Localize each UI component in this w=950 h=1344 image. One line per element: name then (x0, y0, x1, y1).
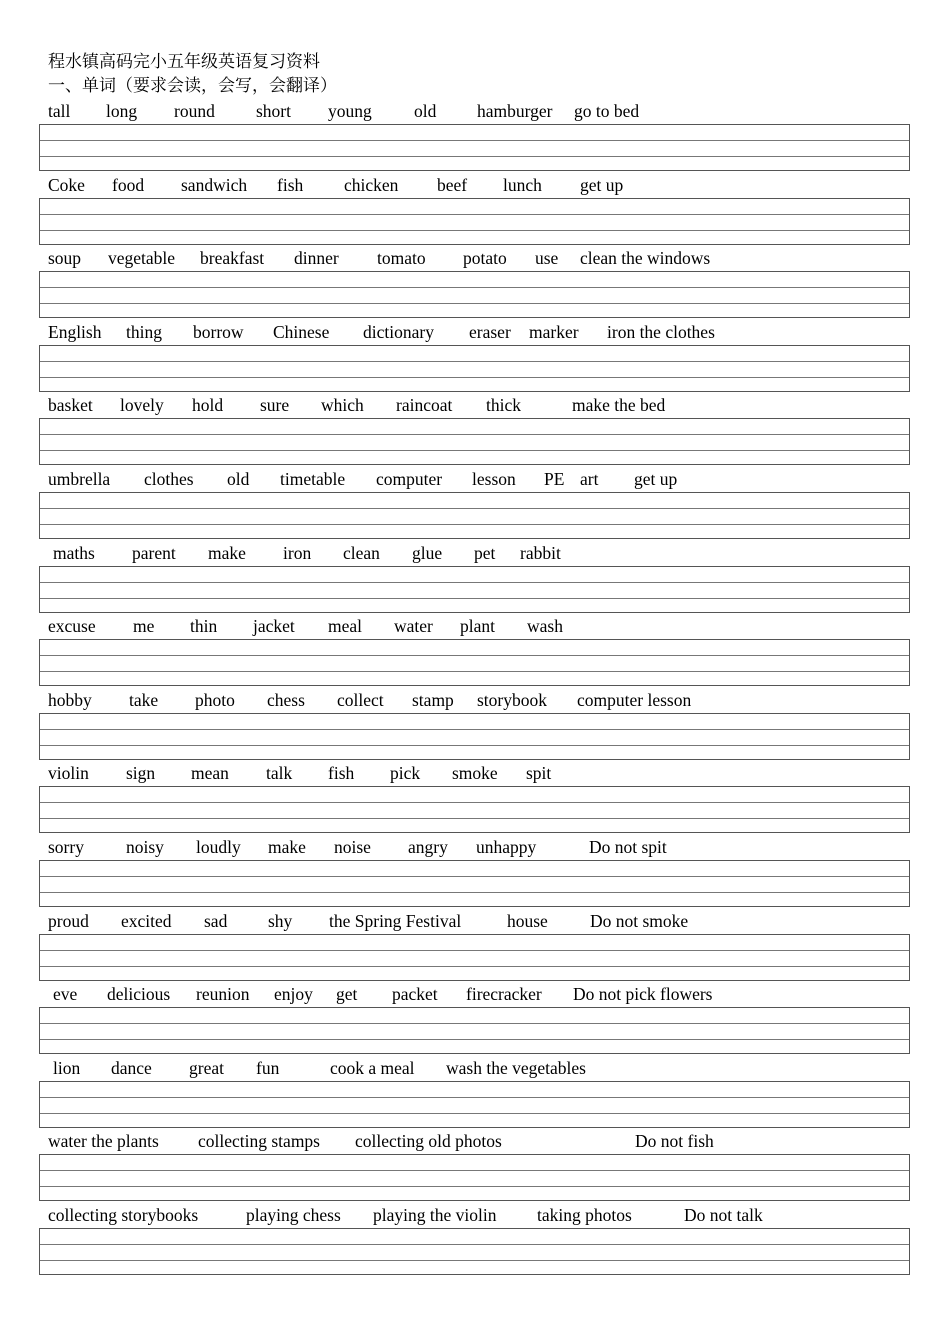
writing-rule-line (40, 1244, 909, 1245)
vocab-word: young (328, 101, 372, 121)
vocab-word: collecting stamps (198, 1131, 320, 1152)
vocab-word: chicken (344, 174, 399, 195)
vocab-word: stamp (412, 689, 454, 710)
vocab-word: talk (266, 763, 293, 784)
vocab-word: wash the vegetables (446, 1057, 586, 1078)
writing-rule-line (40, 361, 909, 362)
vocab-word: fish (277, 174, 304, 195)
vocab-word: iron (283, 542, 312, 563)
vocab-word: Do not smoke (590, 910, 689, 931)
writing-box[interactable] (39, 1081, 910, 1128)
writing-box[interactable] (39, 1154, 910, 1201)
vocab-word: PE (544, 469, 565, 489)
page-title: 程水镇高码完小五年级英语复习资料 (48, 52, 320, 71)
vocab-word: hamburger (477, 101, 553, 121)
vocab-word: rabbit (520, 542, 561, 563)
writing-rule-line (40, 582, 909, 583)
writing-box[interactable] (39, 566, 910, 613)
vocab-word: clean the windows (580, 248, 711, 269)
writing-rule-line (40, 1170, 909, 1171)
vocab-section (39, 174, 911, 248)
vocab-section (39, 321, 911, 395)
vocab-word: sad (204, 910, 228, 931)
vocab-word: sorry (48, 837, 84, 857)
writing-rule-line (40, 950, 909, 951)
vocab-word: sure (260, 395, 290, 416)
writing-box[interactable] (39, 124, 910, 171)
vocab-word: marker (529, 321, 579, 342)
vocab-word: make the bed (572, 395, 666, 416)
writing-rule-line (40, 230, 909, 231)
vocab-word: use (535, 248, 559, 269)
writing-rule-line (40, 140, 909, 141)
vocab-word: umbrella (48, 469, 111, 489)
vocab-section (39, 1130, 911, 1204)
vocab-word: violin (48, 763, 89, 784)
vocab-word: me (133, 616, 155, 637)
vocab-section (39, 1204, 911, 1278)
writing-rule-line (40, 508, 909, 509)
vocab-word: storybook (477, 689, 547, 710)
vocab-word: maths (53, 542, 95, 563)
vocab-word: shy (268, 910, 293, 931)
writing-rule-line (40, 1039, 909, 1040)
vocab-word: pick (390, 763, 421, 784)
writing-rule-line (40, 524, 909, 525)
vocab-word: Coke (48, 174, 85, 195)
vocab-word: sandwich (181, 174, 248, 195)
vocab-word: unhappy (476, 837, 537, 857)
writing-rule-line (40, 287, 909, 288)
writing-rule-line (40, 303, 909, 304)
vocab-word: noisy (126, 837, 164, 857)
vocab-word: proud (48, 910, 89, 931)
vocab-word: clothes (144, 469, 194, 489)
writing-box[interactable] (39, 418, 910, 465)
writing-rule-line (40, 598, 909, 599)
writing-rule-line (40, 655, 909, 656)
vocab-word: potato (463, 248, 507, 269)
vocab-word: borrow (193, 321, 244, 342)
writing-box[interactable] (39, 860, 910, 907)
writing-box[interactable] (39, 492, 910, 539)
vocab-word: raincoat (396, 395, 453, 416)
vocab-word: thin (190, 616, 218, 637)
vocab-word: hobby (48, 689, 92, 710)
vocab-word: water the plants (48, 1131, 159, 1152)
vocab-word: fun (256, 1057, 280, 1078)
vocab-word: computer lesson (577, 689, 692, 710)
vocab-word: excited (121, 910, 172, 931)
vocab-word: which (321, 395, 364, 416)
writing-rule-line (40, 671, 909, 672)
vocab-section (39, 983, 911, 1057)
vocab-word: get up (580, 174, 624, 195)
vocab-word: cook a meal (330, 1057, 415, 1078)
vocab-word: English (48, 321, 102, 342)
vocab-word: pet (474, 542, 496, 563)
vocab-word: clean (343, 542, 380, 563)
vocab-word: photo (195, 689, 235, 710)
vocab-section (39, 1057, 911, 1131)
vocab-word: Chinese (273, 321, 330, 342)
vocab-word: computer (376, 469, 443, 489)
vocab-word: make (268, 837, 306, 857)
vocab-word: get (336, 984, 358, 1005)
writing-box[interactable] (39, 934, 910, 981)
vocab-word: old (227, 469, 250, 489)
vocab-word: hold (192, 395, 224, 416)
writing-box[interactable] (39, 786, 910, 833)
vocab-word: reunion (196, 984, 250, 1005)
vocab-word: playing the violin (373, 1205, 497, 1225)
vocab-word: playing chess (246, 1205, 341, 1225)
vocab-word: plant (460, 616, 495, 637)
vocab-word: angry (408, 837, 448, 857)
writing-rule-line (40, 1186, 909, 1187)
vocab-section (39, 247, 911, 321)
vocab-word: chess (267, 689, 305, 710)
writing-rule-line (40, 450, 909, 451)
vocab-word: basket (48, 395, 93, 416)
writing-rule-line (40, 1260, 909, 1261)
vocab-section (39, 762, 911, 836)
writing-box[interactable] (39, 198, 910, 245)
vocab-section (39, 468, 911, 542)
vocab-word: collecting storybooks (48, 1205, 199, 1225)
vocab-word: food (112, 174, 145, 195)
vocab-word: soup (48, 248, 82, 269)
vocab-word: glue (412, 542, 443, 563)
writing-rule-line (40, 1023, 909, 1024)
writing-box[interactable] (39, 1007, 910, 1054)
writing-box[interactable] (39, 639, 910, 686)
vocab-word: parent (132, 542, 176, 563)
writing-box[interactable] (39, 345, 910, 392)
writing-rule-line (40, 1097, 909, 1098)
vocab-word: tall (48, 101, 71, 121)
vocab-word: spit (526, 763, 552, 784)
writing-rule-line (40, 729, 909, 730)
vocab-word: dance (111, 1057, 152, 1078)
vocab-word: vegetable (108, 248, 176, 269)
vocab-word: noise (334, 837, 371, 857)
vocab-word: smoke (452, 763, 498, 784)
vocab-word: dictionary (363, 321, 434, 342)
vocab-word: timetable (280, 469, 346, 489)
vocab-word: Do not fish (635, 1131, 714, 1152)
vocab-word: eraser (469, 321, 511, 342)
vocab-word: the Spring Festival (329, 910, 462, 931)
writing-rule-line (40, 377, 909, 378)
vocab-word: lunch (503, 174, 542, 195)
vocab-word: Do not talk (684, 1205, 763, 1225)
vocab-word: great (189, 1057, 224, 1078)
vocab-word: iron the clothes (607, 321, 715, 342)
vocab-word: lovely (120, 395, 164, 416)
vocab-section (39, 910, 911, 984)
vocab-section (39, 836, 911, 910)
vocab-section (39, 394, 911, 468)
vocab-word: Do not pick flowers (573, 984, 713, 1005)
vocab-word: collect (337, 689, 384, 710)
vocab-word: water (394, 616, 433, 637)
vocab-word: loudly (196, 837, 241, 857)
writing-box[interactable] (39, 713, 910, 760)
vocab-word: lesson (472, 469, 516, 489)
vocab-word: eve (53, 984, 78, 1005)
writing-rule-line (40, 818, 909, 819)
vocab-word: excuse (48, 616, 96, 637)
vocab-section (39, 689, 911, 763)
vocab-section (39, 615, 911, 689)
vocab-word: sign (126, 763, 156, 784)
vocab-word: breakfast (200, 248, 265, 269)
vocab-word: taking photos (537, 1205, 632, 1225)
writing-rule-line (40, 892, 909, 893)
vocab-word: delicious (107, 984, 171, 1005)
vocab-word: get up (634, 469, 678, 489)
writing-rule-line (40, 802, 909, 803)
vocab-word: long (106, 101, 138, 121)
vocab-word: dinner (294, 248, 339, 269)
vocab-word: old (414, 101, 437, 121)
vocab-word: beef (437, 174, 468, 195)
writing-box[interactable] (39, 271, 910, 318)
vocab-word: thing (126, 321, 162, 342)
vocab-word: make (208, 542, 246, 563)
vocab-word: fish (328, 763, 355, 784)
writing-box[interactable] (39, 1228, 910, 1275)
writing-rule-line (40, 966, 909, 967)
writing-rule-line (40, 156, 909, 157)
vocab-word: art (580, 469, 599, 489)
vocab-word: lion (53, 1057, 81, 1078)
vocab-section (39, 542, 911, 616)
vocab-word: mean (191, 763, 229, 784)
vocab-word: round (174, 101, 215, 121)
vocab-word: tomato (377, 248, 426, 269)
writing-rule-line (40, 1113, 909, 1114)
vocab-word: Do not spit (589, 837, 667, 857)
writing-rule-line (40, 745, 909, 746)
vocab-word: wash (527, 616, 563, 637)
vocab-word: meal (328, 616, 363, 637)
vocab-word: take (129, 689, 159, 710)
writing-rule-line (40, 876, 909, 877)
section-heading: 一、单词（要求会读，会写，会翻译） (48, 76, 337, 95)
vocab-word: packet (392, 984, 438, 1005)
vocab-word: enjoy (274, 984, 313, 1005)
writing-rule-line (40, 214, 909, 215)
vocab-word: short (256, 101, 291, 121)
vocab-word: firecracker (466, 984, 542, 1005)
vocab-section (39, 100, 911, 174)
vocab-word: thick (486, 395, 521, 416)
vocab-word: jacket (253, 616, 295, 637)
vocab-word: go to bed (574, 101, 640, 121)
writing-rule-line (40, 434, 909, 435)
vocab-word: house (507, 910, 548, 931)
vocab-word: collecting old photos (355, 1131, 502, 1152)
